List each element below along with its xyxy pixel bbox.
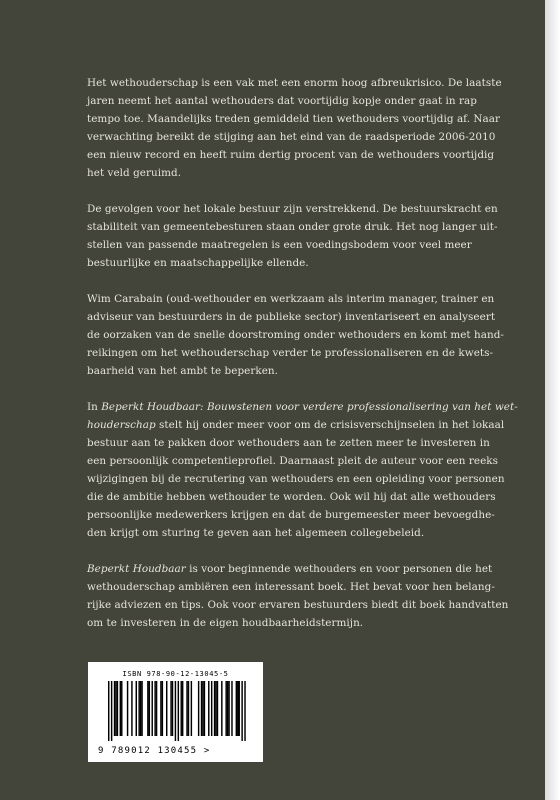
text-segment: Wim Carabain (oud-wethouder en werkzaam als interim manager, trainer en [87, 293, 495, 305]
text-line [87, 218, 517, 236]
barcode-bar [108, 681, 109, 741]
barcode-bar [111, 681, 112, 741]
barcode-bar [227, 681, 228, 736]
text-segment: de oorzaken van de snelle doorstroming onder wethouders en komt met hand- [87, 329, 504, 341]
barcode-bar [198, 681, 199, 736]
text-line [87, 416, 517, 434]
text-line [87, 614, 517, 632]
barcode-bar [154, 681, 155, 736]
page-edge [543, 0, 560, 800]
blurb-text [87, 74, 517, 650]
barcode-bar [217, 681, 218, 736]
text-segment: In [87, 401, 102, 413]
text-line [87, 344, 517, 362]
barcode-bar [138, 681, 139, 736]
blurb-paragraph [87, 200, 517, 272]
italic-title-text: houderschap [87, 419, 156, 431]
text-segment: verwachting bereikt de stijging aan het eind van de raadsperiode 2006-2010 [87, 131, 496, 143]
barcode-bar [221, 681, 222, 736]
text-segment: stellen van passende maatregelen is een voedingsbodem voor veel meer [87, 239, 472, 251]
text-segment: is voor beginnende wethouders en voor personen die het [185, 563, 493, 575]
text-line [87, 524, 517, 542]
text-segment: Het wethouderschap is een vak met een enorm hoog afbreukrisico. De laatste [87, 77, 502, 89]
text-segment: stabiliteit van gemeentebesturen staan onder grote druk. Het nog langer uit- [87, 221, 498, 233]
barcode-bar [182, 681, 183, 736]
text-line [87, 164, 517, 182]
text-line [87, 254, 517, 272]
text-segment: om te investeren in de eigen houdbaarheidstermijn. [87, 617, 364, 629]
text-segment: den krijgt om sturing te geven aan het algemeen collegebeleid. [87, 527, 425, 539]
text-segment: rijke adviezen en tips. Ook voor ervaren bestuurders biedt dit boek handvatten [87, 599, 509, 611]
barcode-bar [186, 681, 187, 736]
text-line [87, 470, 517, 488]
text-segment: persoonlijke medewerkers krijgen en dat de burgemeester meer bevoegdhe- [87, 509, 495, 521]
barcode-bar [204, 681, 205, 736]
barcode-bar [141, 681, 142, 736]
barcode-bar [156, 681, 157, 736]
barcode-bar [225, 681, 226, 736]
barcode-bar [117, 681, 118, 736]
barcode-bar [149, 681, 150, 736]
text-segment: stelt hij onder meer voor om de crisisverschijnselen in het lokaal [155, 419, 505, 431]
barcode-bar [140, 681, 141, 736]
barcode-bar [237, 681, 238, 736]
text-line [87, 110, 517, 128]
text-segment: jaren neemt het aantal wethouders dat voortijdig kopje onder gaat in rap [87, 95, 477, 107]
barcode-label [88, 662, 263, 762]
barcode-bar [188, 681, 189, 736]
text-line [87, 362, 517, 380]
text-line [87, 506, 517, 524]
barcode-bar [211, 681, 212, 736]
barcode-bar [208, 681, 209, 736]
text-segment: wethouderschap ambiëren een interessant boek. Het bevat voor hen belang- [87, 581, 495, 593]
text-line [87, 578, 517, 596]
text-segment: het veld geruimd. [87, 167, 182, 179]
barcode-bar [170, 681, 171, 736]
text-segment: wijzigingen bij de recrutering van wethouders en een opleiding voor personen [87, 473, 505, 485]
barcode-bar [202, 681, 203, 736]
text-segment: bestuurlijke en maatschappelijke ellende. [87, 257, 309, 269]
barcode-bar [131, 681, 132, 736]
isbn-text: ISBN 978-90-12-13045-5 [122, 670, 229, 678]
barcode-bar [160, 681, 161, 736]
barcode-bar [191, 681, 192, 736]
text-segment: bestuur aan te pakken door wethouders aan te zetten meer te investeren in [87, 437, 490, 449]
text-line [87, 290, 517, 308]
text-line [87, 128, 517, 146]
barcode-bar [152, 681, 153, 736]
barcode-bar [214, 681, 215, 736]
barcode-bar [228, 681, 229, 736]
text-segment: een persoonlijk competentieprofiel. Daarnaast pleit de auteur voor een reeks [87, 455, 498, 467]
blurb-paragraph [87, 560, 517, 632]
italic-title-text: Beperkt Houdbaar: Bouwstenen voor verdere professionalisering van het wet- [101, 401, 518, 413]
barcode-bar [162, 681, 163, 736]
barcode-bar [166, 681, 167, 736]
text-line [87, 74, 517, 92]
barcode-bar [244, 681, 245, 741]
text-line [87, 326, 517, 344]
barcode-bar [236, 681, 237, 736]
text-line [87, 434, 517, 452]
text-segment: die de ambitie hebben wethouder te worden. Ook wil hij dat alle wethouders [87, 491, 496, 503]
barcode-bar [201, 681, 202, 736]
text-line [87, 146, 517, 164]
barcode-bar [147, 681, 148, 736]
italic-title-text: Beperkt Houdbaar [87, 563, 186, 575]
text-line [87, 596, 517, 614]
text-line [87, 236, 517, 254]
barcode-bar [178, 681, 179, 741]
text-segment: tempo toe. Maandelijks treden gemiddeld tien wethouders voortijdig af. Naar [87, 113, 501, 125]
text-segment: De gevolgen voor het lokale bestuur zijn verstrekkend. De bestuurskracht en [87, 203, 498, 215]
barcode-bars [98, 681, 253, 741]
barcode-bar [172, 681, 173, 736]
barcode-bar [115, 681, 116, 736]
barcode-bar [120, 681, 121, 736]
text-segment: adviseur van bestuurders in de publieke sector) inventariseert en analyseert [87, 311, 496, 323]
text-segment: reikingen om het wethouderschap verder te professionaliseren en de kwets- [87, 347, 494, 359]
barcode-bar [239, 681, 240, 736]
barcode-digits: 9 789012 130455 > [98, 746, 211, 756]
barcode-bar [121, 681, 122, 736]
text-line [87, 488, 517, 506]
blurb-paragraph [87, 290, 517, 380]
barcode-bar [215, 681, 216, 736]
blurb-paragraph [87, 74, 517, 182]
text-line [87, 308, 517, 326]
text-line [87, 398, 517, 416]
barcode-bar [181, 681, 182, 736]
barcode-bar [231, 681, 232, 736]
blurb-paragraph [87, 398, 517, 542]
barcode-bar [114, 681, 115, 736]
text-line [87, 560, 517, 578]
barcode-bar [241, 681, 242, 741]
text-line [87, 452, 517, 470]
barcode-bar [136, 681, 137, 736]
text-line [87, 92, 517, 110]
text-segment: een nieuw record en heeft ruim dertig procent van de wethouders voortijdig [87, 149, 495, 161]
text-segment: baarheid van het ambt te beperken. [87, 365, 279, 377]
barcode-bar [127, 681, 128, 736]
text-line [87, 200, 517, 218]
barcode-bar [175, 681, 176, 741]
